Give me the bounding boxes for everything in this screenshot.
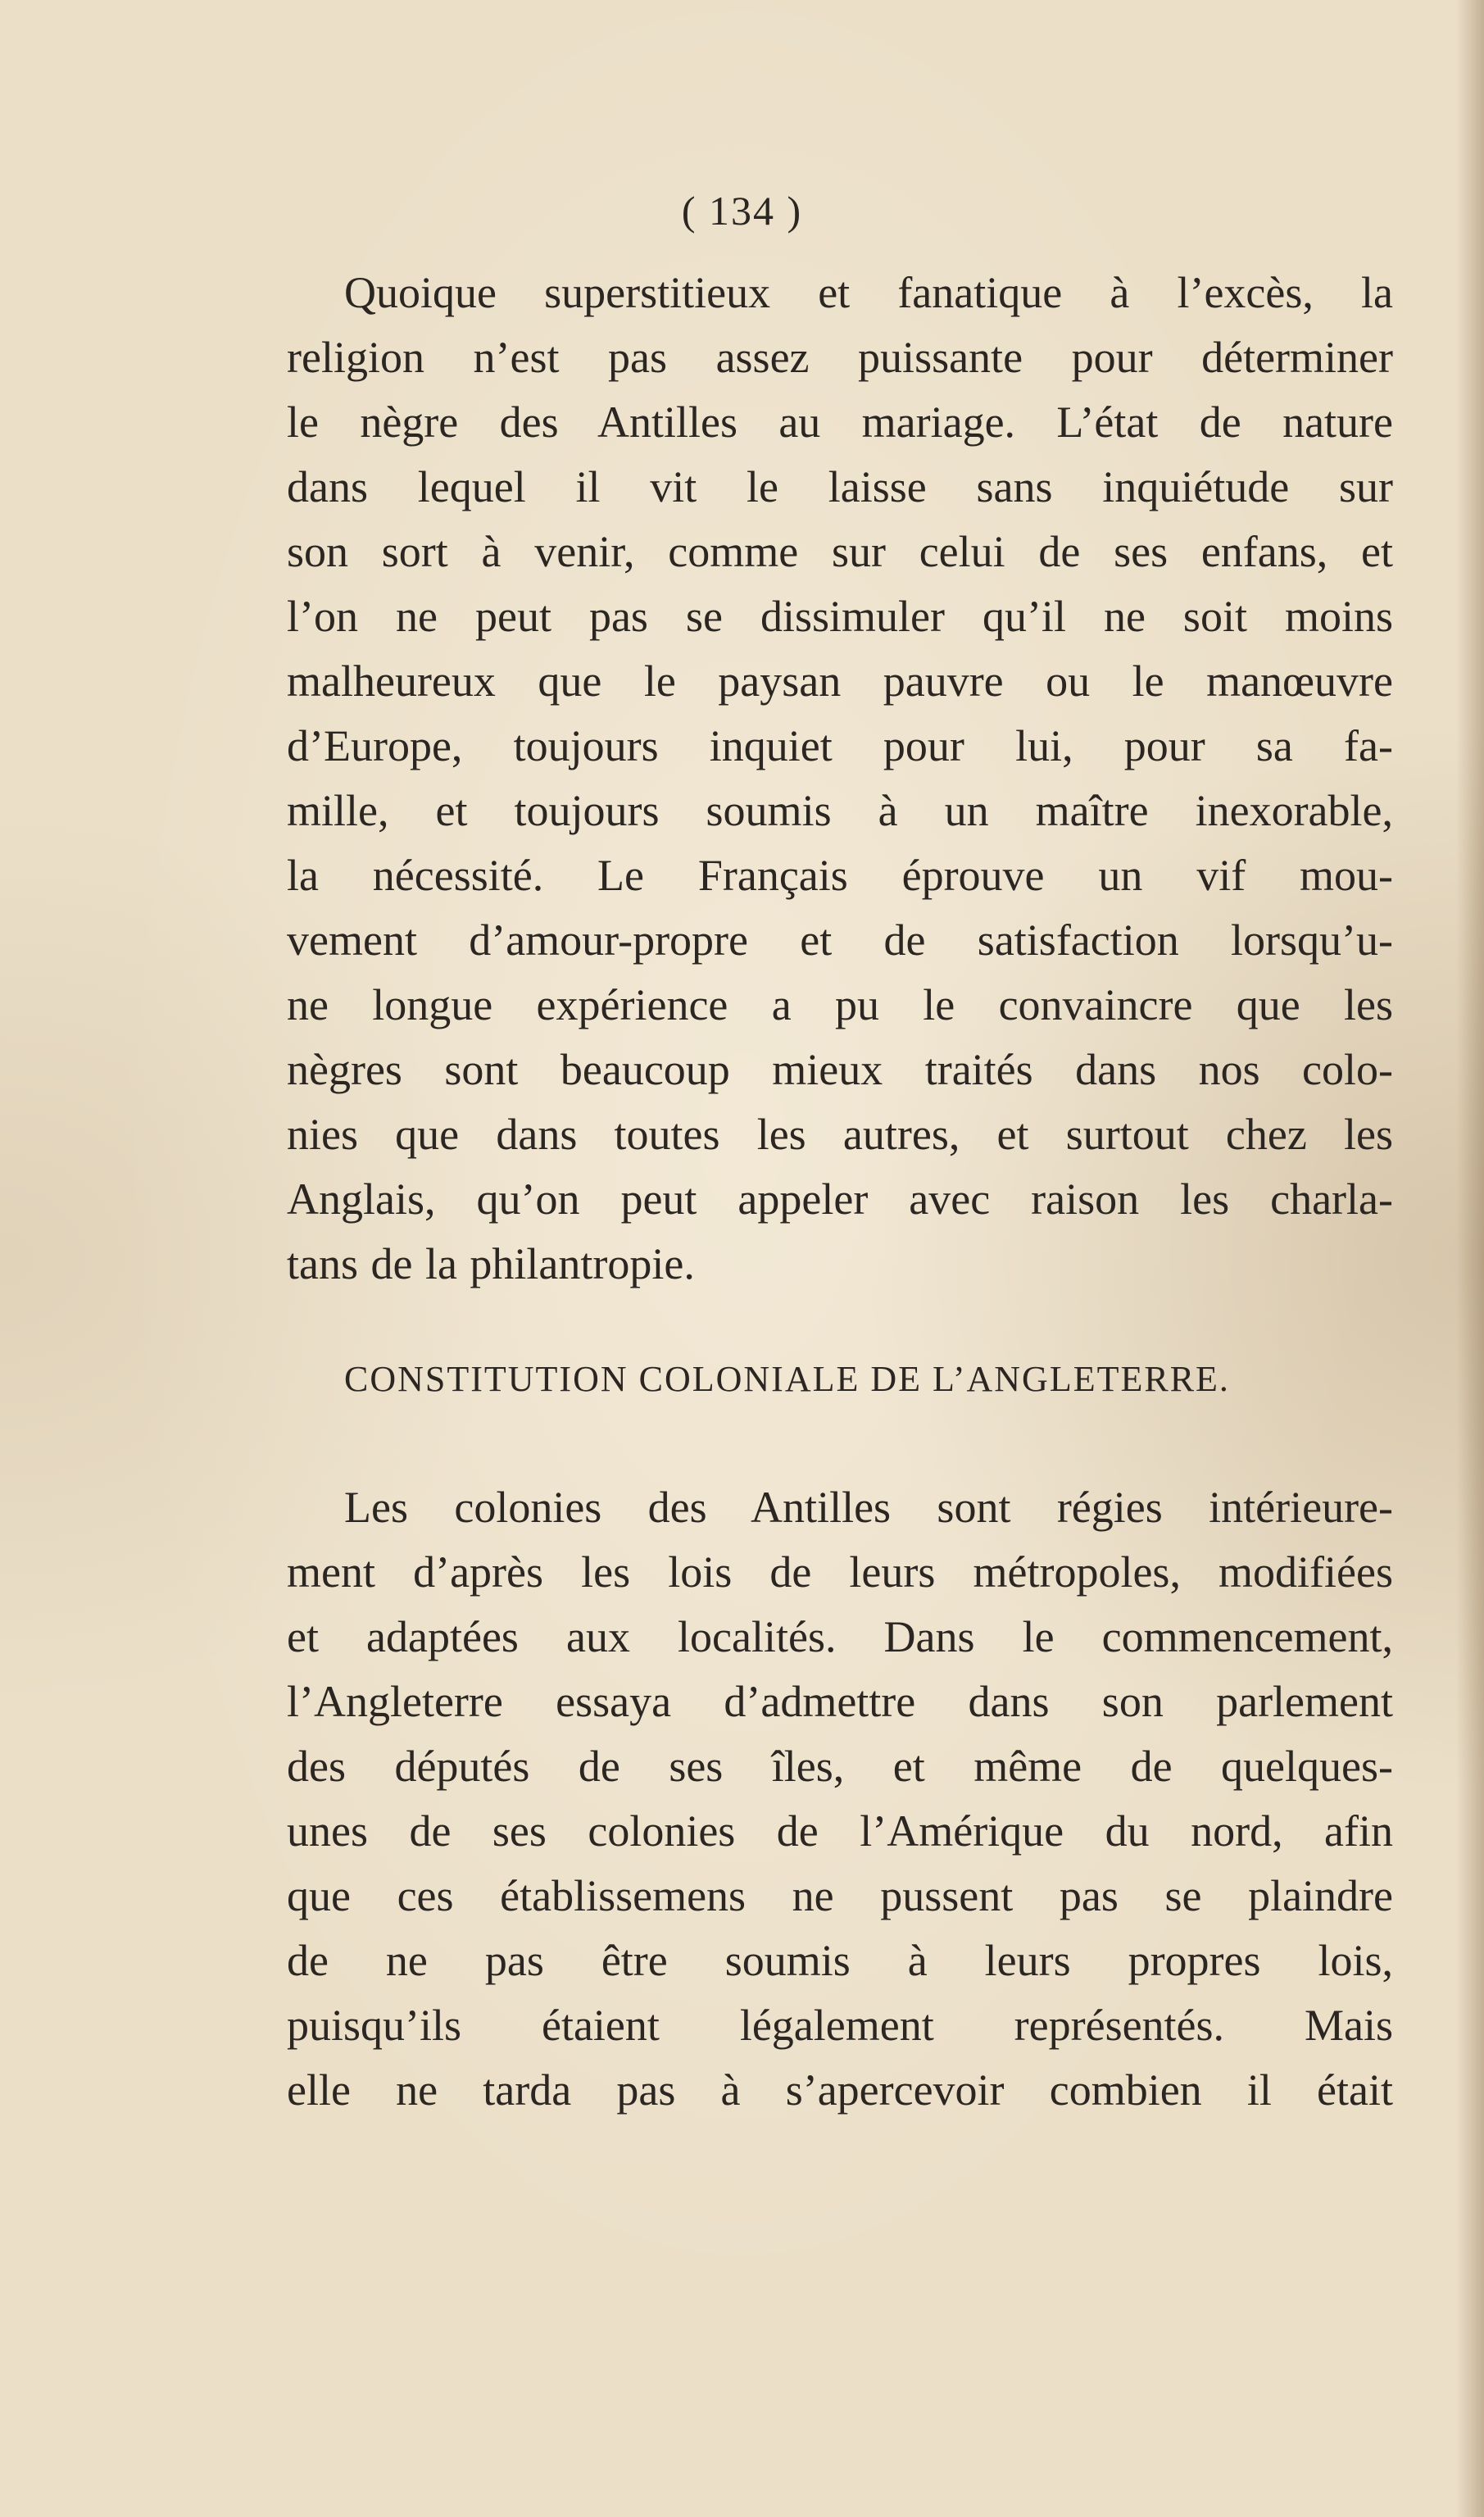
text-line: l’on ne peut pas se dissimuler qu’il ne soit moins <box>287 592 1393 641</box>
paragraph-2 <box>287 1475 1393 2123</box>
text-line: ment d’après les lois de leurs métropoles, modifiées <box>287 1547 1393 1597</box>
text-line: et adaptées aux localités. Dans le commencement, <box>287 1612 1393 1661</box>
page-number: ( 134 ) <box>681 188 803 234</box>
page-edge-shadow <box>1456 0 1484 2517</box>
text-line: que ces établissemens ne pussent pas se plaindre <box>287 1871 1393 1920</box>
text-line: dans lequel il vit le laisse sans inquiétude sur <box>287 462 1393 511</box>
text-line: mille, et toujours soumis à un maître inexorable, <box>287 786 1393 835</box>
text-line: Quoique superstitieux et fanatique à l’excès, la <box>344 268 1393 317</box>
text-line: tans de la philantropie. <box>287 1239 695 1288</box>
text-line: Les colonies des Antilles sont régies intérieure- <box>344 1483 1393 1532</box>
text-line: le nègre des Antilles au mariage. L’état de nature <box>287 398 1393 447</box>
text-line: nègres sont beaucoup mieux traités dans nos colo- <box>287 1045 1393 1094</box>
section-heading: CONSTITUTION COLONIALE DE L’ANGLETERRE. <box>344 1359 1230 1399</box>
text-line: ne longue expérience a pu le convaincre que les <box>287 980 1393 1029</box>
text-line: de ne pas être soumis à leurs propres lois, <box>287 1936 1393 1985</box>
text-line: son sort à venir, comme sur celui de ses enfans, et <box>287 527 1393 576</box>
text-line: elle ne tarda pas à s’apercevoir combien il était <box>287 2065 1393 2115</box>
text-line: religion n’est pas assez puissante pour déterminer <box>287 333 1393 382</box>
text-line: unes de ses colonies de l’Amérique du nord, afin <box>287 1806 1393 1856</box>
text-line: la nécessité. Le Français éprouve un vif mou- <box>287 851 1393 900</box>
text-line: nies que dans toutes les autres, et surtout chez les <box>287 1110 1393 1159</box>
text-line: puisqu’ils étaient légalement représentés. Mais <box>287 2001 1393 2050</box>
text-line: des députés de ses îles, et même de quelques- <box>287 1742 1393 1791</box>
text-line: l’Angleterre essaya d’admettre dans son parlement <box>287 1677 1393 1726</box>
text-line: vement d’amour-propre et de satisfaction lorsqu’u- <box>287 915 1393 965</box>
text-line: malheureux que le paysan pauvre ou le manœuvre <box>287 657 1393 706</box>
paragraph-1 <box>287 261 1393 1297</box>
text-line: d’Europe, toujours inquiet pour lui, pour sa fa- <box>287 721 1393 770</box>
text-line: Anglais, qu’on peut appeler avec raison les charla- <box>287 1174 1393 1224</box>
